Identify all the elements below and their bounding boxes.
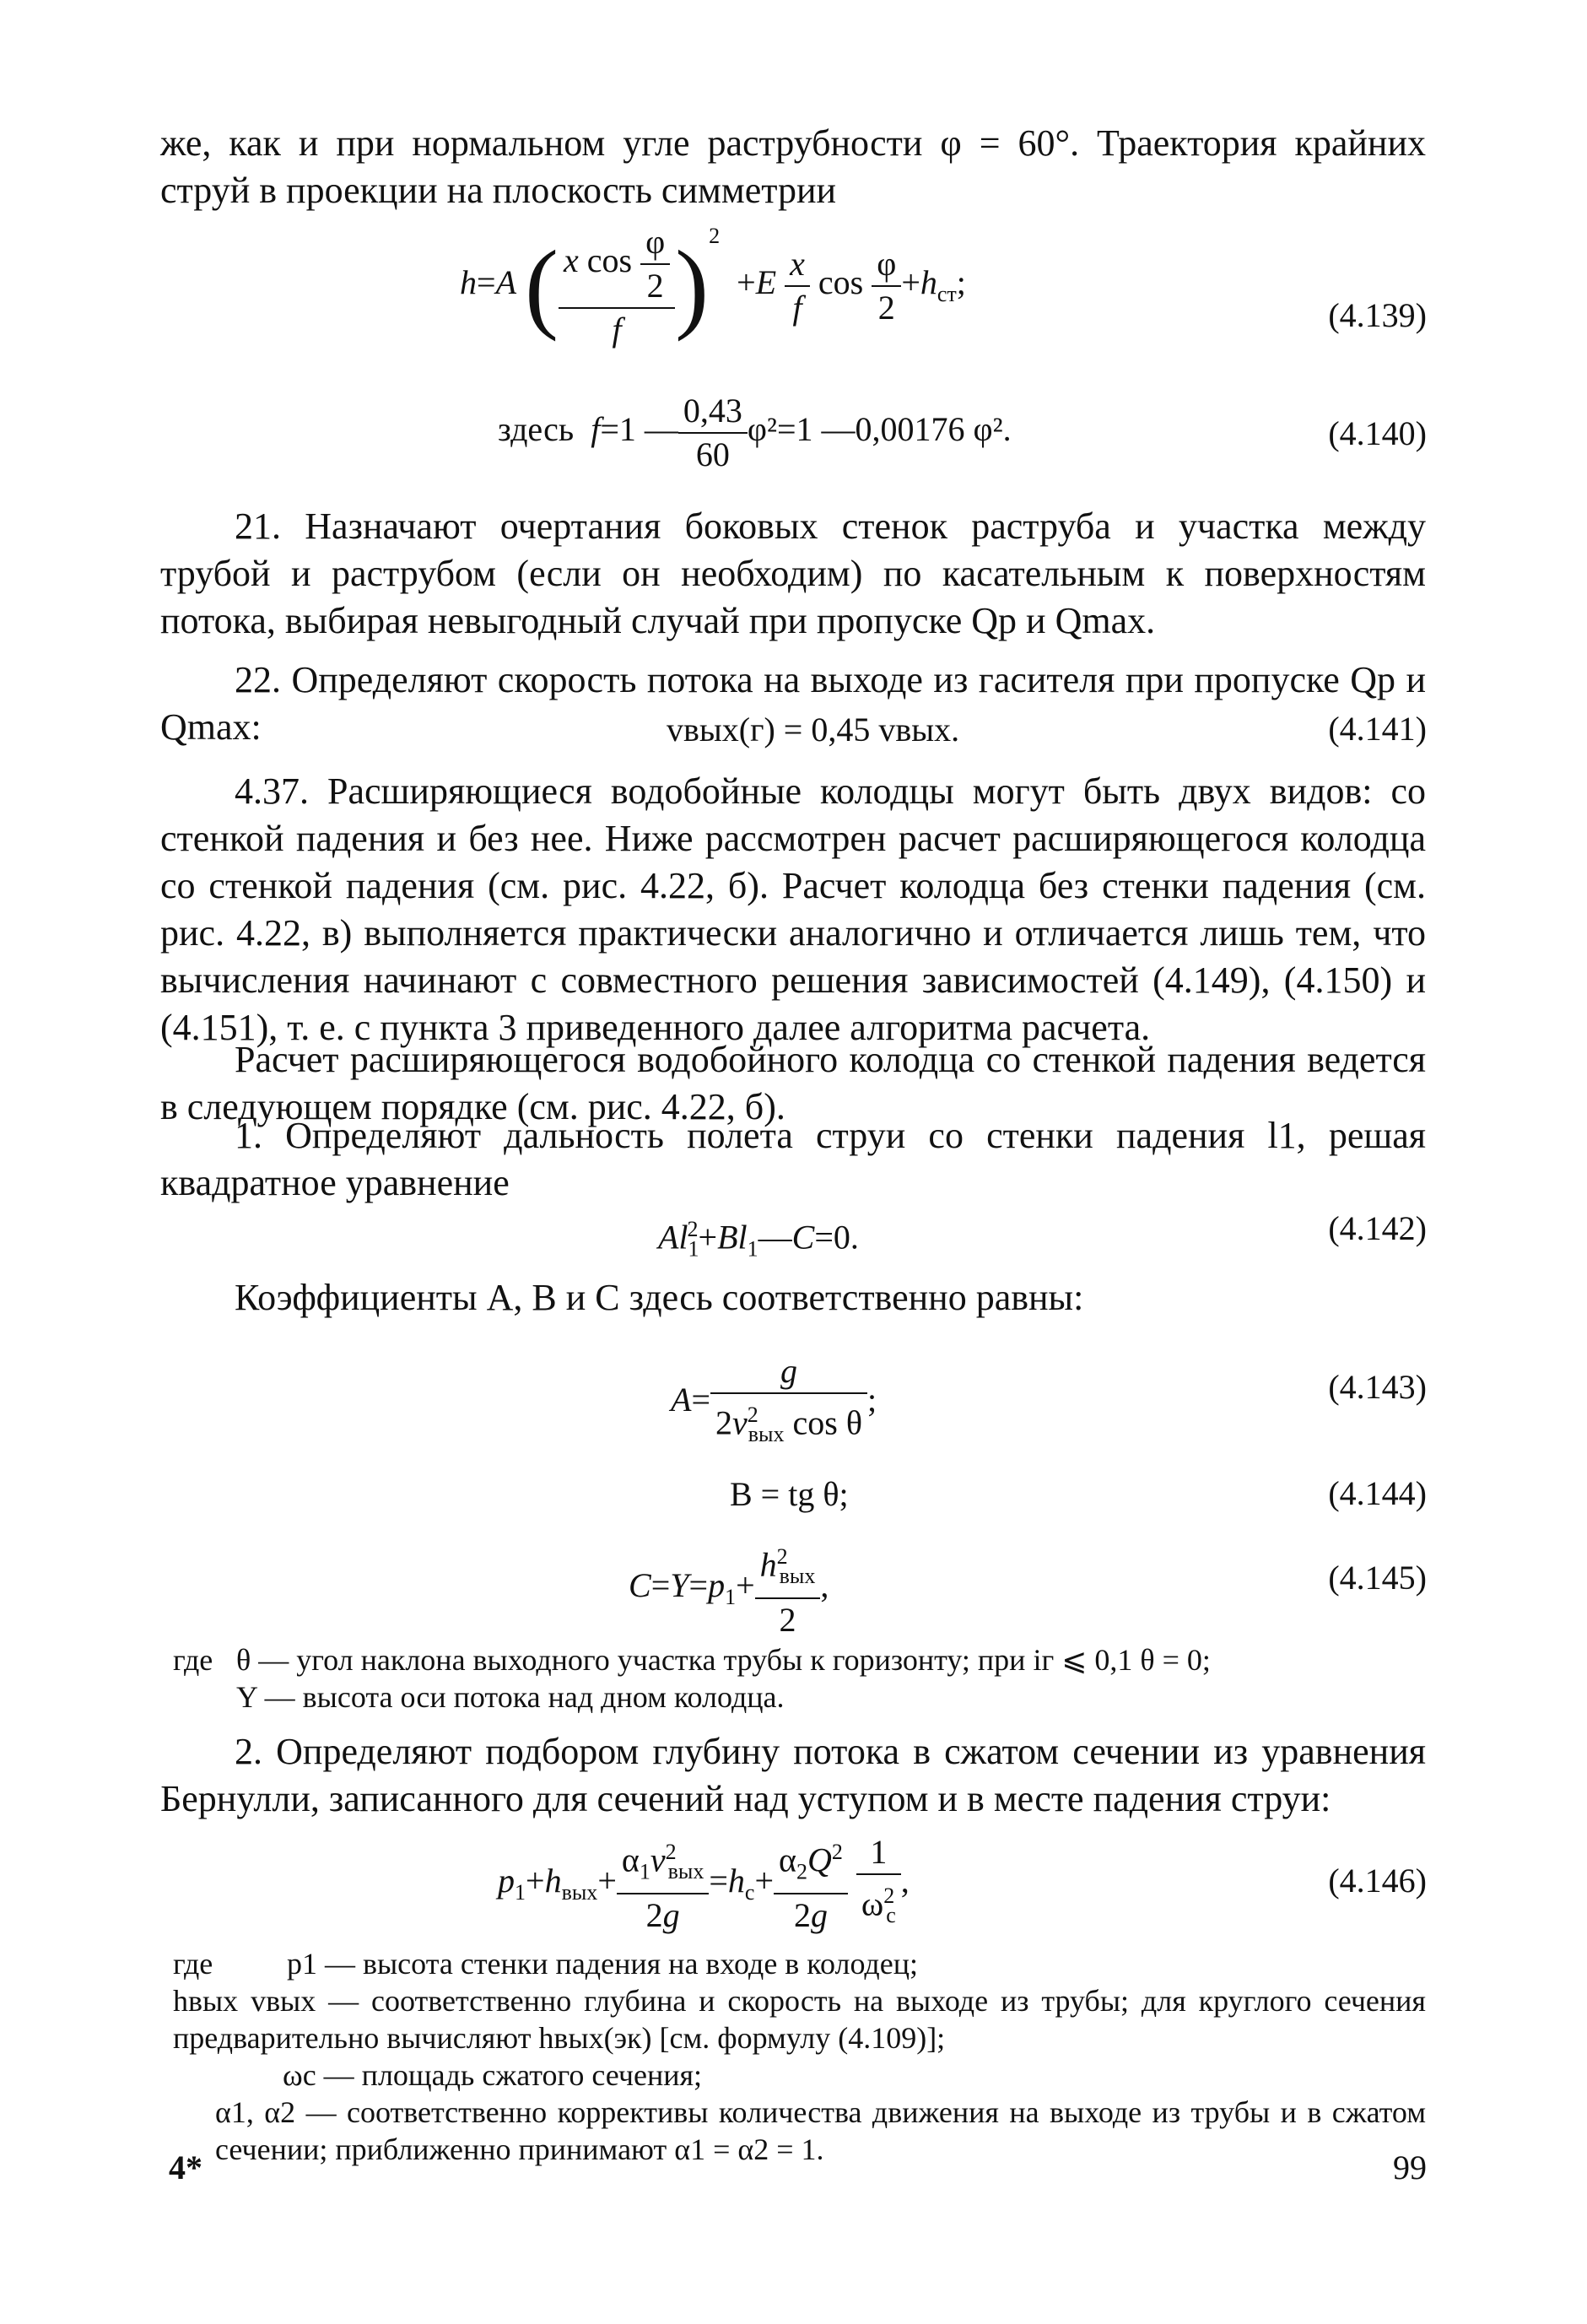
- item-21-paragraph: 21. Назначают очертания боковых стенок раструба и участка между трубой и раструбом (если он необходим) по касательным к поверхностям потока, выбирая невыгодный случай при пропуске Qр и Qmax.: [160, 505, 1426, 641]
- equation-number-4-140: (4.140): [1328, 414, 1427, 452]
- where-hvyh-definition: hвых vвых — соответственно глубина и скорость на выходе из трубы; для круглого сечения предварительно вычисляют hвых(эк) [см. формулу (4.109)];: [173, 1984, 1426, 2055]
- where-y-definition: Y — высота оси потока над дном колодца.: [236, 1680, 785, 1714]
- where-theta-definition: θ — угол наклона выходного участка трубы к горизонту; при iг ⩽ 0,1 θ = 0;: [236, 1643, 1211, 1677]
- equation-4-146: $p_1+h_{вых}+$ $\frac{\alpha_1v^2_{вых}}{2g}$ $=h_с+$ $\frac{\alpha_2Q^2}{2g}$ $\frac{1}{\omega^2_с}$ ,: [498, 1833, 910, 1935]
- equation-4-142: $Al_1^2+Bl_1—C=0$.: [658, 1217, 859, 1262]
- equation-number-4-146: (4.146): [1328, 1862, 1427, 1900]
- where-label-1: где: [173, 1643, 213, 1677]
- equation-number-4-141: (4.141): [1328, 710, 1427, 748]
- coefficients-paragraph: Коэффициенты A, B и C здесь соответственно равны:: [235, 1277, 1084, 1318]
- item-1-paragraph: 1. Определяют дальность полета струи со стенки падения l1, решая квадратное уравнение: [160, 1115, 1426, 1203]
- equation-number-4-143: (4.143): [1328, 1368, 1427, 1406]
- equation-4-140: здесь f=1 — $\frac{0,43}{60}$ φ²=1 —0,00176 φ².: [498, 392, 1012, 473]
- intro-paragraph: же, как и при нормальном угле раструбности φ = 60°. Траектория крайних струй в проекции на плоскость симметрии: [160, 122, 1426, 211]
- equation-4-144: B = tg θ;: [730, 1475, 849, 1513]
- item-22-paragraph: 22. Определяют скорость потока на выходе из гасителя при пропуске Qр и Qmax:: [160, 659, 1426, 748]
- equation-number-4-139: (4.139): [1328, 296, 1427, 334]
- equation-4-139: h=A ( x cos $\frac{\varphi}{2}$ f )$^2$ +E $\frac{x}{f}$ cos $\frac{\varphi}{2}$ $+h_{ст}$;: [460, 222, 966, 349]
- signature-mark: 4*: [169, 2148, 202, 2186]
- here-label: здесь: [498, 410, 575, 449]
- where-omega-definition: ωс — площадь сжатого сечения;: [283, 2058, 703, 2092]
- item-2-paragraph: 2. Определяют подбором глубину потока в сжатом сечении из уравнения Бернулли, записанного для сечений над уступом и в месте падения струи:: [160, 1731, 1426, 1819]
- equation-number-4-144: (4.144): [1328, 1474, 1427, 1512]
- equation-4-145: $C=Y=p_1+$ $\frac{h^2_{вых}}{2}$ ,: [629, 1536, 829, 1641]
- where-alpha-definition: α1, α2 — соответственно коррективы количества движения на выходе из трубы и в сжатом сечении; приближенно принимают α1 = α2 = 1.: [215, 2095, 1426, 2166]
- equation-number-4-142: (4.142): [1328, 1209, 1427, 1247]
- page-number: 99: [1393, 2148, 1427, 2186]
- equation-4-141: vвых(г) = 0,45 vвых.: [667, 711, 960, 749]
- equation-number-4-145: (4.145): [1328, 1559, 1427, 1597]
- where-label-2: где: [173, 1947, 213, 1981]
- equation-4-143: A= $\frac{g}{2v^2_{вых} \cos \theta}$ ;: [671, 1352, 877, 1447]
- where-p1-definition: p1 — высота стенки падения на входе в колодец;: [287, 1947, 918, 1981]
- calculation-order-paragraph: Расчет расширяющегося водобойного колодца со стенкой падения ведется в следующем порядке (см. рис. 4.22, б).: [160, 1039, 1426, 1127]
- section-4-37-paragraph: 4.37. Расширяющиеся водобойные колодцы могут быть двух видов: со стенкой падения и без нее. Ниже рассмотрен расчет расширяющегося колодца со стенкой падения (см. рис. 4.22, б). Расчет колодца без стенки падения (см. рис. 4.22, в) выполняется практически аналогично и отличается лишь тем, что вычисления начинают с совместного решения зависимостей (4.149), (4.150) и (4.151), т. е. с пункта 3 приведенного далее алгоритма расчета.: [160, 770, 1426, 1048]
